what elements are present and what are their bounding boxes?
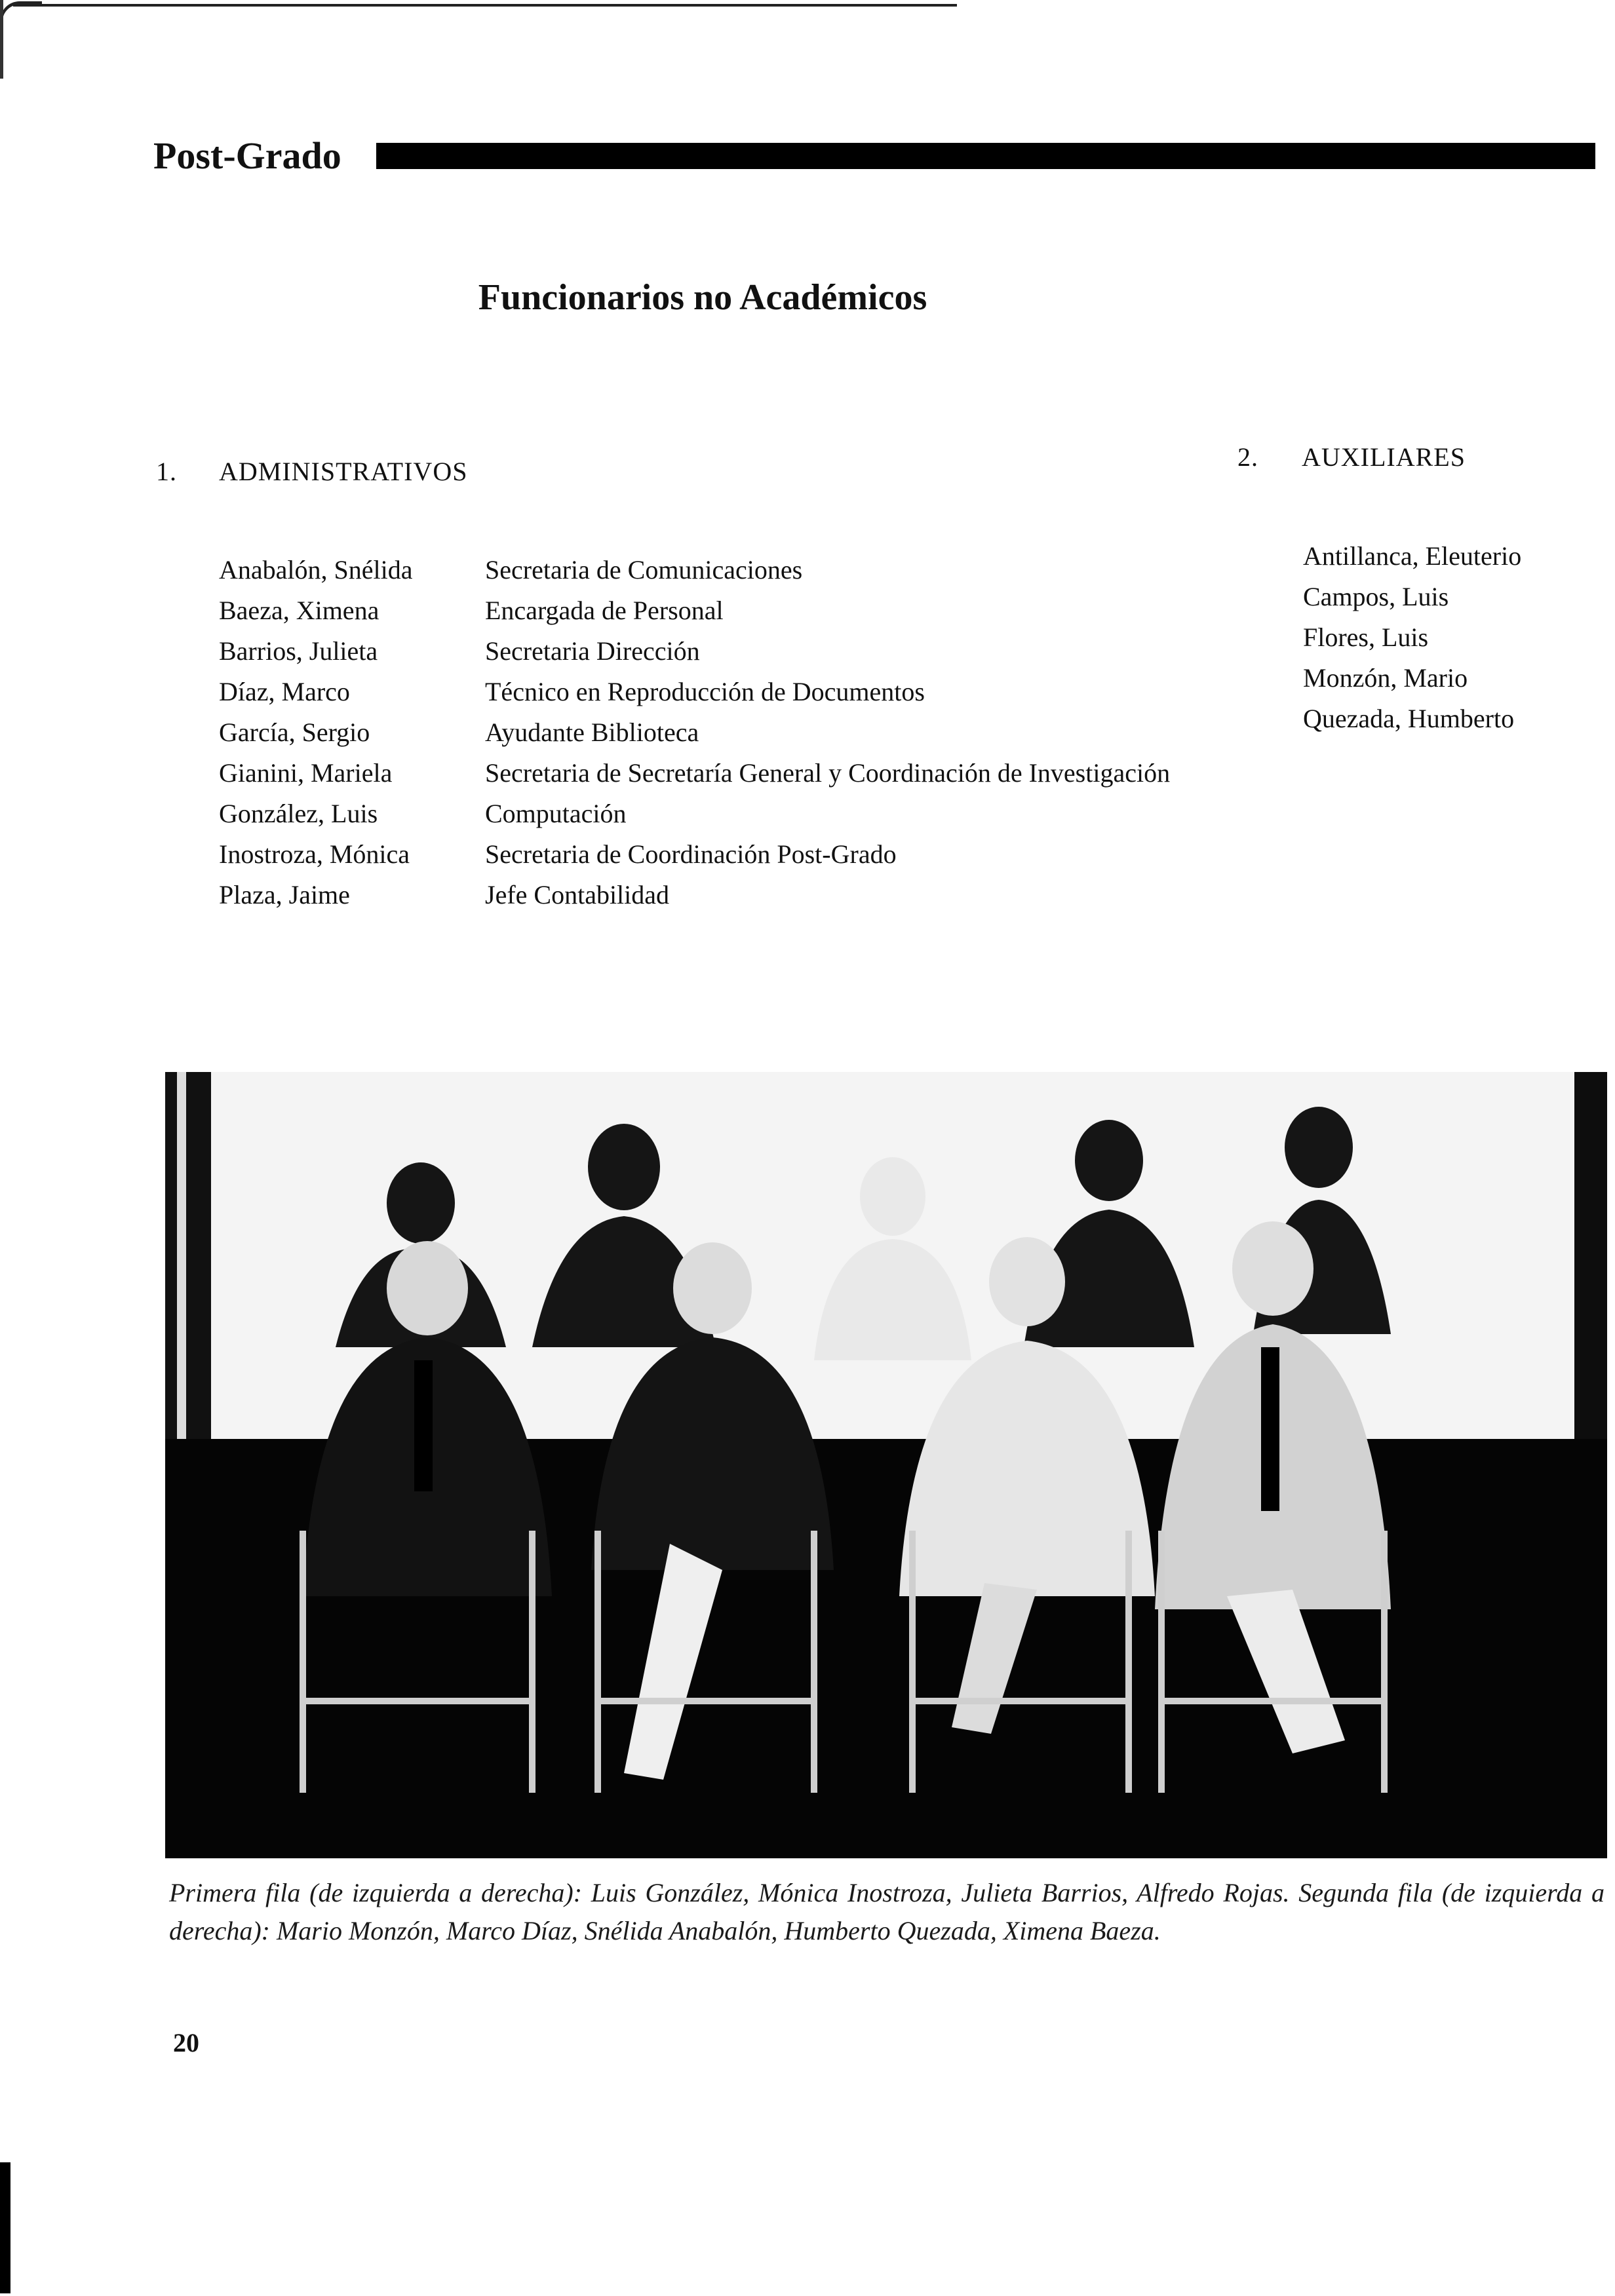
auxiliar-name: Antillanca, Eleuterio: [1303, 541, 1522, 571]
page-number: 20: [173, 2028, 199, 2057]
staff-row: [219, 713, 1202, 752]
staff-name: Díaz, Marco: [219, 677, 350, 706]
auxiliares-number: 2.: [1237, 442, 1258, 472]
auxiliar-name: Campos, Luis: [1303, 582, 1449, 611]
staff-row: [219, 632, 1202, 671]
staff-row: [219, 835, 1202, 874]
staff-role: Jefe Contabilidad: [485, 880, 670, 909]
staff-name: Gianini, Mariela: [219, 758, 393, 788]
staff-name: Baeza, Ximena: [219, 596, 379, 625]
staff-name: Barrios, Julieta: [219, 636, 378, 666]
auxiliares-heading: AUXILIARES: [1302, 442, 1466, 472]
page-title-text: Funcionarios no Académicos: [478, 277, 927, 318]
staff-role: Secretaria Dirección: [485, 636, 700, 666]
staff-row: [219, 875, 1202, 915]
administrativos-list: [219, 550, 1202, 916]
section-title: Post-Grado: [153, 134, 341, 177]
scan-edge-mark: [0, 2162, 10, 2293]
staff-name: Inostroza, Mónica: [219, 839, 410, 869]
staff-role: Computación: [485, 799, 627, 828]
staff-row: [219, 672, 1202, 712]
staff-name: Plaza, Jaime: [219, 880, 350, 909]
group-photo: [165, 1072, 1607, 1858]
auxiliares-list: [1303, 536, 1605, 739]
scan-edge-artifact: [0, 0, 970, 20]
group-photo-illustration: [165, 1072, 1607, 1858]
staff-row: [219, 591, 1202, 630]
staff-row: [219, 794, 1202, 833]
staff-name: García, Sergio: [219, 718, 370, 747]
page-title: [0, 271, 1615, 324]
staff-name: González, Luis: [219, 799, 378, 828]
staff-row: [219, 754, 1202, 793]
section-rule-bar: [376, 143, 1595, 169]
auxiliar-name: Flores, Luis: [1303, 622, 1429, 652]
auxiliar-name: Monzón, Mario: [1303, 663, 1468, 693]
staff-row: [219, 550, 1202, 590]
staff-role: Secretaria de Comunicaciones: [485, 555, 803, 584]
staff-role: Secretaria de Secretaría General y Coordinación de Investigación: [485, 758, 1171, 788]
staff-role: Técnico en Reproducción de Documentos: [485, 677, 925, 706]
photo-caption: Primera fila (de izquierda a derecha): Luis González, Mónica Inostroza, Julieta Barrios, Alfredo Rojas. Segunda fila (de izquierda a derecha): Mario Monzón, Marco Díaz, Snélida Anabalón, Humberto Quezada, Ximena Baeza.: [169, 1878, 1605, 1945]
administrativos-number: 1.: [156, 457, 177, 486]
staff-name: Anabalón, Snélida: [219, 555, 413, 584]
administrativos-heading: ADMINISTRATIVOS: [219, 457, 468, 486]
auxiliar-name: Quezada, Humberto: [1303, 704, 1515, 733]
staff-role: Secretaria de Coordinación Post-Grado: [485, 839, 897, 869]
staff-role: Ayudante Biblioteca: [485, 718, 699, 747]
section-header: [153, 128, 1595, 187]
staff-role: Encargada de Personal: [485, 596, 724, 625]
